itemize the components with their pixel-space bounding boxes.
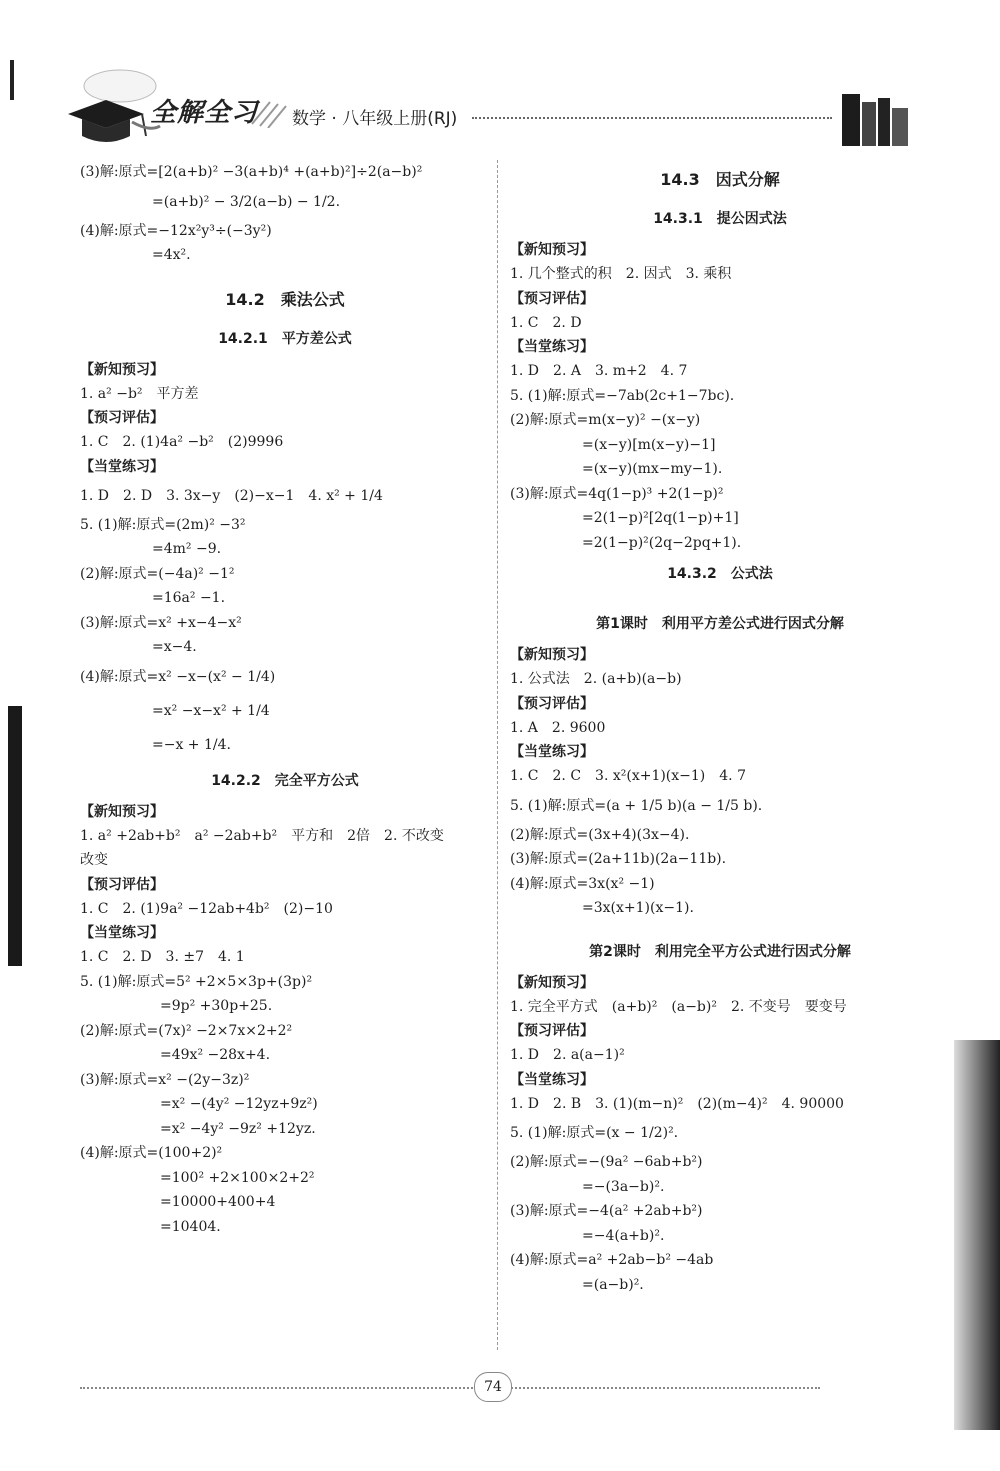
answer-line: =2(1−p)²[2q(1−p)+1] [582,510,739,526]
answer-line: =10404. [160,1218,221,1235]
tag-heading: 【当堂练习】 [80,458,164,475]
answer-line: (3)解:原式=x² −(2y−3z)² [80,1071,250,1088]
answer-line: 1. 公式法 2. (a+b)(a−b) [510,671,682,687]
answer-line: (3)解:原式=(2a+11b)(2a−11b). [510,851,727,867]
subsection-heading: 14.2.1 平方差公式 [218,330,352,347]
answer-line: 5. (1)解:原式=(2m)² −3² [80,516,246,533]
answer-line: =(x−y)(mx−my−1). [582,461,723,477]
answer-line: 5. (1)解:原式=(a + 1/5 b)(a − 1/5 b). [510,797,763,814]
header-dotted-line [472,117,832,119]
answer-line: =10000+400+4 [160,1194,276,1210]
answer-line: (4)解:原式=a² +2ab−b² −4ab [510,1252,714,1268]
answer-line: (2)解:原式=(7x)² −2×7x×2+2² [80,1022,293,1039]
answer-line: 1. a² −b² 平方差 [80,385,199,402]
tag-heading: 【预习评估】 [510,695,594,712]
answer-line: 5. (1)解:原式=5² +2×5×3p+(3p)² [80,973,313,990]
logo-title: 全解全习 [150,98,259,128]
answer-line: (4)解:原式=−12x²y³÷(−3y²) [80,222,272,239]
subsection-heading: 14.3.1 提公因式法 [653,211,787,227]
books-icon [836,88,916,148]
lesson-heading: 第1课时 利用平方差公式进行因式分解 [596,616,844,632]
answer-line: =49x² −28x+4. [160,1047,271,1063]
scan-edge-shadow [954,1040,1000,1430]
answer-line: 1. D 2. B 3. (1)(m−n)² (2)(m−4)² 4. 90000 [510,1095,844,1112]
speed-lines-icon [250,98,290,128]
answer-line: =9p² +30p+25. [160,998,273,1014]
tag-heading: 【当堂练习】 [80,925,164,941]
tag-heading: 【当堂练习】 [510,1071,594,1088]
tag-heading: 【新知预习】 [510,647,594,663]
answer-line: (3)解:原式=4q(1−p)³ +2(1−p)² [510,485,724,502]
answer-line: 1. D 2. A 3. m+2 4. 7 [510,363,688,379]
tag-heading: 【预习评估】 [80,410,164,426]
answer-line: =3x(x+1)(x−1). [582,900,694,916]
answer-line: 改变 [80,852,108,868]
section-heading: 14.2 乘法公式 [225,289,345,309]
answer-line: 5. (1)解:原式=−7ab(2c+1−7bc). [510,387,735,404]
subject-label: 数学 · 八年级上册(RJ) [292,109,458,129]
answer-line: =x² −4y² −9z² +12yz. [160,1120,316,1137]
page-number: 74 [474,1372,512,1402]
answer-line: =−x + 1/4. [152,736,231,753]
answer-line: 1. 完全平方式 (a+b)² (a−b)² 2. 不变号 要变号 [510,998,847,1015]
answer-line: =16a² −1. [152,590,226,606]
answer-line: (2)解:原式=(3x+4)(3x−4). [510,826,690,843]
answer-line: =x² −x−x² + 1/4 [152,702,270,719]
answer-line: =x² −(4y² −12yz+9z²) [160,1096,318,1112]
answer-line: 5. (1)解:原式=(x − 1/2)². [510,1125,679,1141]
scan-edge-shadow [8,706,22,966]
answer-line: (3)解:原式=−4(a² +2ab+b²) [510,1203,703,1219]
tag-heading: 【预习评估】 [80,876,164,893]
page-header [0,0,1000,160]
answer-line: (2)解:原式=−(9a² −6ab+b²) [510,1154,703,1170]
answer-line: 1. a² +2ab+b² a² −2ab+b² 平方和 2倍 2. 不改变 [80,827,444,844]
answer-line: =100² +2×100×2+2² [160,1169,315,1186]
left-column [80,160,490,1239]
answer-line: 1. C 2. C 3. x²(x+1)(x−1) 4. 7 [510,768,746,784]
answer-line: 1. 几个整式的积 2. 因式 3. 乘积 [510,266,732,282]
answer-line: (2)解:原式=m(x−y)² −(x−y) [510,412,701,428]
tag-heading: 【当堂练习】 [510,339,594,355]
right-column [510,160,930,1297]
answer-line: =−4(a+b)². [582,1227,665,1244]
answer-line: =4m² −9. [152,541,222,557]
answer-line: =(a+b)² − 3/2(a−b) − 1/2. [152,193,341,210]
subsection-heading: 14.3.2 公式法 [667,566,773,582]
answer-line: 1. C 2. D [510,314,582,331]
subsection-heading: 14.2.2 完全平方公式 [211,772,359,789]
answer-line: =−(3a−b)². [582,1178,665,1195]
answer-line: (4)解:原式=3x(x² −1) [510,875,655,892]
answer-line: =2(1−p)²(2q−2pq+1). [582,534,742,551]
answer-line: =4x². [152,247,191,263]
tag-heading: 【当堂练习】 [510,744,594,760]
column-divider [497,160,498,1350]
tag-heading: 【新知预习】 [510,242,594,258]
tag-heading: 【预习评估】 [510,1023,594,1039]
answer-line: (2)解:原式=(−4a)² −1² [80,565,235,582]
answer-line: =x−4. [152,639,197,655]
tag-heading: 【新知预习】 [80,803,164,820]
tag-heading: 【预习评估】 [510,290,594,307]
tag-heading: 【新知预习】 [510,974,594,991]
answer-line: 1. D 2. D 3. 3x−y (2)−x−1 4. x² + 1/4 [80,487,383,504]
answer-line: 1. D 2. a(a−1)² [510,1047,625,1063]
answer-line: =(a−b)². [582,1276,644,1293]
answer-line: (4)解:原式=x² −x−(x² − 1/4) [80,668,276,685]
answer-line: (3)解:原式=x² +x−4−x² [80,614,242,631]
answer-line: 1. C 2. (1)4a² −b² (2)9996 [80,434,284,450]
answer-line: 1. A 2. 9600 [510,719,606,736]
answer-line: =(x−y)[m(x−y)−1] [582,436,716,453]
answer-line: 1. C 2. D 3. ±7 4. 1 [80,949,245,965]
footer-dotted-line [80,1387,820,1389]
answer-line: 1. C 2. (1)9a² −12ab+4b² (2)−10 [80,900,333,917]
lesson-heading: 第2课时 利用完全平方公式进行因式分解 [589,943,851,960]
tag-heading: 【新知预习】 [80,361,164,378]
answer-line: (3)解:原式=[2(a+b)² −3(a+b)⁴ +(a+b)²]÷2(a−b)² [80,164,423,180]
section-heading: 14.3 因式分解 [660,170,780,189]
answer-line: (4)解:原式=(100+2)² [80,1145,223,1161]
